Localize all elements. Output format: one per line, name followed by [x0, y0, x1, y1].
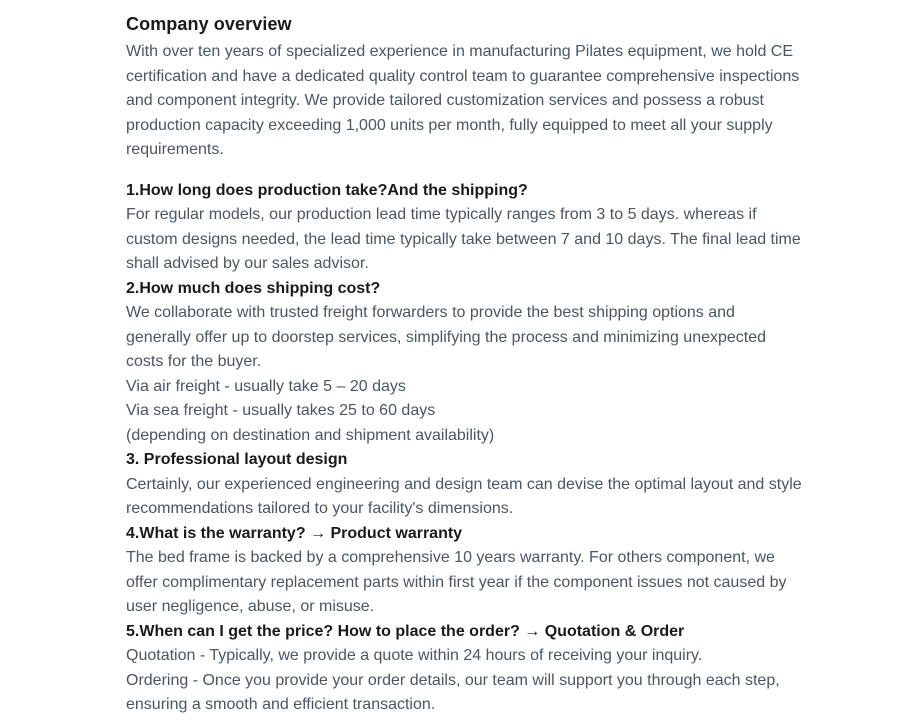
faq-question-3: 3. Professional layout design [126, 451, 348, 468]
faq-answer-5-paragraph-1: Quotation - Typically, we provide a quote within 24 hours of receiving your inquiry. [126, 647, 703, 664]
company-overview-section [126, 11, 804, 718]
faq-question-5: 5.When can I get the price? How to place the order? → Quotation & Order [126, 622, 685, 640]
faq-answer-1-paragraph-1: For regular models, our production lead time typically ranges from 3 to 5 days. whereas if custom designs needed, the lead time typically take between 7 and 10 days. The final lead time shall advised by our sales advisor. [126, 206, 801, 272]
faq-answer-1 [126, 203, 804, 277]
faq-question-2: 2.How much does shipping cost? [126, 279, 381, 297]
faq-answer-2-paragraph-2: Via air freight - usually take 5 – 20 days [126, 377, 406, 395]
page-title: Company overview [126, 14, 292, 34]
faq-answer-2 [126, 301, 804, 448]
faq-question-4: 4.What is the warranty? → Product warranty [126, 524, 463, 542]
intro-paragraph: With over ten years of specialized experience in manufacturing Pilates equipment, we hold CE certification and have a dedicated quality control team to guarantee comprehensive inspections and component integrity. We provide tailored customization services and possess a robust production capacity exceeding 1,000 units per month, fully equipped to meet all your supply requirements. [126, 43, 800, 158]
faq-answer-3 [126, 473, 804, 522]
faq-list [126, 179, 804, 718]
faq-answer-2-paragraph-4: (depending on destination and shipment availability) [126, 426, 495, 444]
faq-answer-5-paragraph-2: Ordering - Once you provide your order details, our team will support you through each step, ensuring a smooth and efficient transaction. [126, 671, 780, 713]
faq-answer-4 [126, 546, 804, 620]
faq-answer-4-paragraph-1: The bed frame is backed by a comprehensive 10 years warranty. For others component, we offer complimentary replacement parts within first year if the component issues not caused by user negligence, abuse, or misuse. [126, 549, 787, 615]
faq-answer-3-paragraph-1: Certainly, our experienced engineering and design team can devise the optimal layout and style recommendations tailored to your facility's dimensions. [126, 475, 802, 517]
faq-answer-2-paragraph-1: We collaborate with trusted freight forwarders to provide the best shipping options and generally offer up to doorstep services, simplifying the process and minimizing unexpected costs for the buyer. [126, 304, 767, 370]
faq-item-1 [126, 179, 804, 277]
faq-answer-5 [126, 644, 804, 718]
faq-item-3 [126, 448, 804, 522]
faq-answer-2-paragraph-3: Via sea freight - usually takes 25 to 60 days [126, 402, 436, 419]
faq-item-5 [126, 620, 804, 718]
faq-item-2 [126, 277, 804, 449]
faq-question-1: 1.How long does production take?And the shipping? [126, 181, 528, 199]
faq-item-4 [126, 522, 804, 620]
